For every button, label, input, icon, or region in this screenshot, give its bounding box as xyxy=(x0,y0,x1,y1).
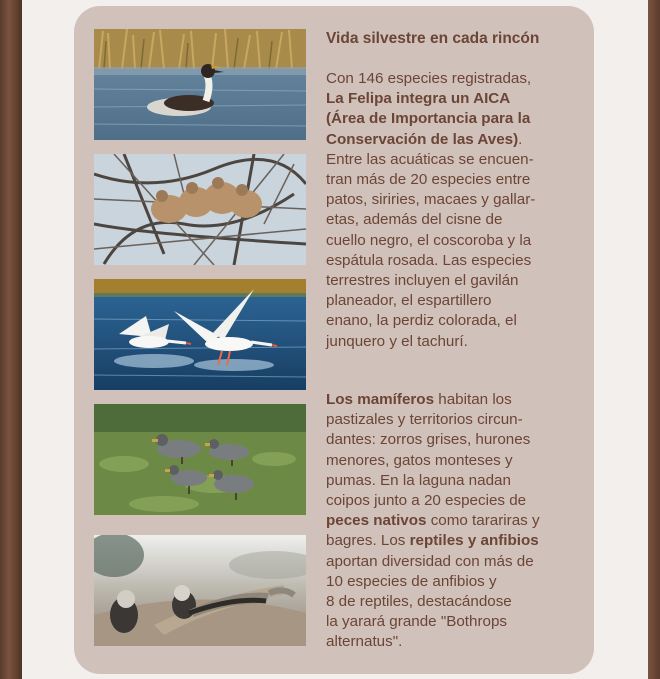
text-segment: la yarará grande "Bothrops xyxy=(326,613,507,631)
bold-text: peces nativos xyxy=(326,512,427,530)
text-segment: patos, siriries, macaes y gallar- xyxy=(326,191,536,209)
text-segment: como tarariras y xyxy=(426,512,540,530)
text-line xyxy=(326,632,588,652)
text-line xyxy=(326,89,588,109)
photo-ducks-on-grass xyxy=(94,404,306,515)
text-line xyxy=(326,612,588,632)
wood-frame-left xyxy=(0,0,22,679)
text-line xyxy=(326,210,588,230)
text-line xyxy=(326,471,588,491)
bold-text: (Área de Importancia para la xyxy=(326,110,531,128)
text-segment: Entre las acuáticas se encuen- xyxy=(326,150,534,168)
text-line xyxy=(326,451,588,471)
text-segment: terrestres incluyen el gavilán xyxy=(326,272,519,290)
text-segment: alternatus". xyxy=(326,633,403,651)
text-segment: espátula rosada. Las especies xyxy=(326,251,532,269)
text-segment: 10 especies de anfibios y xyxy=(326,572,497,590)
text-segment: menores, gatos monteses y xyxy=(326,451,513,469)
text-segment: tran más de 20 especies entre xyxy=(326,171,531,189)
text-line xyxy=(326,430,588,450)
text-segment: pastizales y territorios circun- xyxy=(326,411,523,429)
text-segment: habitan los xyxy=(434,391,512,408)
text-line xyxy=(326,251,588,271)
paragraph-birds xyxy=(326,69,588,352)
paragraph-mammals xyxy=(326,390,588,653)
photo-swans-taking-off xyxy=(94,279,306,390)
text-line xyxy=(326,572,588,592)
text-segment: planeador, el espartillero xyxy=(326,292,492,310)
bold-text: reptiles y anfibios xyxy=(409,532,539,550)
text-segment: . xyxy=(518,130,523,148)
text-segment: junquero y el tachurí. xyxy=(326,332,468,350)
text-segment: Con 146 especies registradas, xyxy=(326,70,532,87)
text-line xyxy=(326,332,588,352)
text-line xyxy=(326,130,588,150)
text-segment: coipos junto a 20 especies de xyxy=(326,492,527,510)
text-segment: bagres. Los xyxy=(326,532,410,550)
text-line xyxy=(326,531,588,551)
text-segment: dantes: zorros grises, hurones xyxy=(326,431,531,449)
text-line xyxy=(326,390,588,410)
text-line xyxy=(326,491,588,511)
text-segment: etas, además del cisne de xyxy=(326,211,503,229)
bold-text: La Felipa integra un AICA xyxy=(326,90,511,108)
wood-frame-right xyxy=(648,0,660,679)
text-line xyxy=(326,291,588,311)
section-title: Vida silvestre en cada rincón xyxy=(326,30,540,47)
bold-text: Los mamíferos xyxy=(326,391,435,408)
photo-grebe-on-water xyxy=(94,29,306,140)
text-line xyxy=(326,190,588,210)
photo-grison-on-path xyxy=(94,535,306,646)
bold-text: Conservación de las Aves) xyxy=(326,130,519,148)
text-line xyxy=(326,592,588,612)
text-segment: enano, la perdiz colorada, el xyxy=(326,312,517,330)
text-line xyxy=(326,311,588,331)
text-line xyxy=(326,511,588,531)
text-line xyxy=(326,231,588,251)
text-line xyxy=(326,552,588,572)
photo-birds-in-branches xyxy=(94,154,306,265)
text-segment: 8 de reptiles, destacándose xyxy=(326,593,512,611)
text-line xyxy=(326,271,588,291)
text-line xyxy=(326,150,588,170)
text-line xyxy=(326,69,588,89)
text-line xyxy=(326,410,588,430)
text-segment: cuello negro, el coscoroba y la xyxy=(326,231,532,249)
text-segment: aportan diversidad con más de xyxy=(326,552,534,570)
text-line xyxy=(326,170,588,190)
text-line xyxy=(326,109,588,129)
text-segment: pumas. En la laguna nadan xyxy=(326,471,511,489)
